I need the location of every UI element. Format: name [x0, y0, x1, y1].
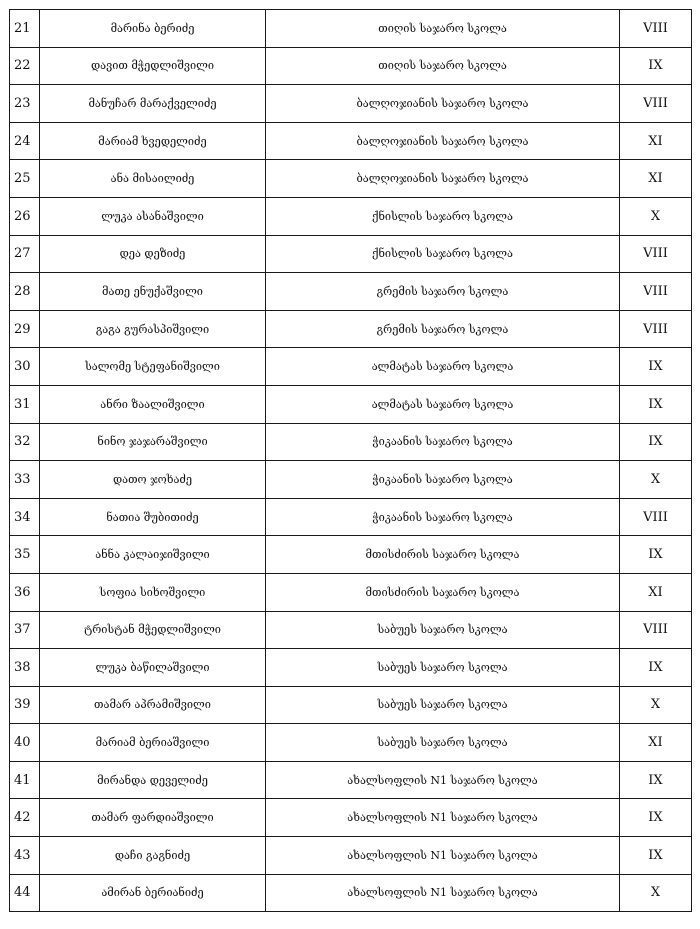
school-name-cell: საბუეს საჯარო სკოლა: [266, 611, 620, 649]
grade-cell: XI: [620, 573, 692, 611]
row-number-cell: 34: [10, 498, 40, 536]
school-name-cell: ბალღოჯიანის საჯარო სკოლა: [266, 160, 620, 198]
table-row: [10, 761, 692, 799]
row-number-cell: 44: [10, 874, 40, 912]
school-name-cell: ბალღოჯიანის საჯარო სკოლა: [266, 122, 620, 160]
grade-cell: VIII: [620, 235, 692, 273]
school-name-cell: ახალსოფლის N1 საჯარო სკოლა: [266, 837, 620, 875]
row-number-cell: 21: [10, 10, 40, 48]
grade-cell: XI: [620, 724, 692, 762]
table-row: [10, 385, 692, 423]
table-row: [10, 837, 692, 875]
row-number-cell: 28: [10, 273, 40, 311]
student-name-cell: თამარ ფარდიაშვილი: [40, 799, 266, 837]
table-row: [10, 611, 692, 649]
row-number-cell: 27: [10, 235, 40, 273]
grade-cell: XI: [620, 122, 692, 160]
school-name-cell: ახალსოფლის N1 საჯარო სკოლა: [266, 761, 620, 799]
school-name-cell: ალმატას საჯარო სკოლა: [266, 348, 620, 386]
school-name-cell: ახალსოფლის N1 საჯარო სკოლა: [266, 799, 620, 837]
school-name-cell: საბუეს საჯარო სკოლა: [266, 686, 620, 724]
student-name-cell: ლუკა ასანაშვილი: [40, 197, 266, 235]
student-name-cell: დაჩი გაგნიძე: [40, 837, 266, 875]
school-name-cell: თიღის საჯარო სკოლა: [266, 47, 620, 85]
row-number-cell: 38: [10, 649, 40, 687]
student-name-cell: დეა დეზიძე: [40, 235, 266, 273]
grade-cell: IX: [620, 761, 692, 799]
row-number-cell: 39: [10, 686, 40, 724]
grade-cell: X: [620, 197, 692, 235]
student-name-cell: ანა მისაილიძე: [40, 160, 266, 198]
school-name-cell: ჭიკაანის საჯარო სკოლა: [266, 498, 620, 536]
student-name-cell: მარინა ბერიძე: [40, 10, 266, 48]
table-row: [10, 122, 692, 160]
grade-cell: XI: [620, 160, 692, 198]
row-number-cell: 35: [10, 536, 40, 574]
student-name-cell: სოფია სიხოშვილი: [40, 573, 266, 611]
student-name-cell: ამირან ბერიანიძე: [40, 874, 266, 912]
row-number-cell: 42: [10, 799, 40, 837]
school-name-cell: ახალსოფლის N1 საჯარო სკოლა: [266, 874, 620, 912]
grade-cell: X: [620, 874, 692, 912]
student-name-cell: მარიამ ბერიაშვილი: [40, 724, 266, 762]
school-name-cell: ჭიკაანის საჯარო სკოლა: [266, 461, 620, 499]
student-name-cell: ტრისტან მჭედლიშვილი: [40, 611, 266, 649]
grade-cell: IX: [620, 649, 692, 687]
table-row: [10, 273, 692, 311]
school-name-cell: მთისძირის საჯარო სკოლა: [266, 536, 620, 574]
row-number-cell: 32: [10, 423, 40, 461]
student-name-cell: ნათია შუბითიძე: [40, 498, 266, 536]
row-number-cell: 29: [10, 310, 40, 348]
grade-cell: VIII: [620, 10, 692, 48]
row-number-cell: 43: [10, 837, 40, 875]
student-name-cell: თამარ აპრამიშვილი: [40, 686, 266, 724]
grade-cell: VIII: [620, 85, 692, 123]
table-row: [10, 724, 692, 762]
row-number-cell: 24: [10, 122, 40, 160]
school-name-cell: ბალღოჯიანის საჯარო სკოლა: [266, 85, 620, 123]
participants-table: [9, 9, 692, 912]
grade-cell: IX: [620, 799, 692, 837]
student-name-cell: ანრი ზაალიშვილი: [40, 385, 266, 423]
row-number-cell: 26: [10, 197, 40, 235]
table-row: [10, 160, 692, 198]
student-name-cell: სალომე სტეფანიშვილი: [40, 348, 266, 386]
school-name-cell: მთისძირის საჯარო სკოლა: [266, 573, 620, 611]
student-name-cell: მირანდა დეველიძე: [40, 761, 266, 799]
table-row: [10, 197, 692, 235]
grade-cell: X: [620, 686, 692, 724]
grade-cell: IX: [620, 385, 692, 423]
table-row: [10, 649, 692, 687]
school-name-cell: საბუეს საჯარო სკოლა: [266, 649, 620, 687]
grade-cell: IX: [620, 47, 692, 85]
row-number-cell: 22: [10, 47, 40, 85]
grade-cell: VIII: [620, 611, 692, 649]
row-number-cell: 36: [10, 573, 40, 611]
grade-cell: IX: [620, 348, 692, 386]
table-row: [10, 536, 692, 574]
row-number-cell: 41: [10, 761, 40, 799]
grade-cell: VIII: [620, 498, 692, 536]
grade-cell: VIII: [620, 273, 692, 311]
grade-cell: IX: [620, 423, 692, 461]
row-number-cell: 25: [10, 160, 40, 198]
table-row: [10, 348, 692, 386]
student-name-cell: ანნა კალაიჯიშვილი: [40, 536, 266, 574]
row-number-cell: 40: [10, 724, 40, 762]
grade-cell: IX: [620, 837, 692, 875]
school-name-cell: გრემის საჯარო სკოლა: [266, 273, 620, 311]
table-row: [10, 47, 692, 85]
student-name-cell: გაგა გურასპიშვილი: [40, 310, 266, 348]
row-number-cell: 23: [10, 85, 40, 123]
table-row: [10, 423, 692, 461]
table-row: [10, 573, 692, 611]
row-number-cell: 30: [10, 348, 40, 386]
table-row: [10, 10, 692, 48]
table-row: [10, 686, 692, 724]
row-number-cell: 33: [10, 461, 40, 499]
table-row: [10, 498, 692, 536]
school-name-cell: საბუეს საჯარო სკოლა: [266, 724, 620, 762]
student-name-cell: ნინო ჯაჯარაშვილი: [40, 423, 266, 461]
row-number-cell: 37: [10, 611, 40, 649]
school-name-cell: ქნისლის საჯარო სკოლა: [266, 235, 620, 273]
school-name-cell: ჭიკაანის საჯარო სკოლა: [266, 423, 620, 461]
school-name-cell: გრემის საჯარო სკოლა: [266, 310, 620, 348]
school-name-cell: ქნისლის საჯარო სკოლა: [266, 197, 620, 235]
student-name-cell: მანუჩარ მარაქველიძე: [40, 85, 266, 123]
table-row: [10, 799, 692, 837]
school-name-cell: ალმატას საჯარო სკოლა: [266, 385, 620, 423]
grade-cell: X: [620, 461, 692, 499]
student-name-cell: მარიამ ხვედელიძე: [40, 122, 266, 160]
grade-cell: VIII: [620, 310, 692, 348]
table-row: [10, 874, 692, 912]
table-row: [10, 310, 692, 348]
table-row: [10, 461, 692, 499]
table-row: [10, 85, 692, 123]
table-row: [10, 235, 692, 273]
student-name-cell: დათო ჯოხაძე: [40, 461, 266, 499]
participants-table-body: [10, 10, 692, 912]
student-name-cell: მათე ენუქაშვილი: [40, 273, 266, 311]
student-name-cell: ლუკა ბაწილაშვილი: [40, 649, 266, 687]
grade-cell: IX: [620, 536, 692, 574]
school-name-cell: თიღის საჯარო სკოლა: [266, 10, 620, 48]
row-number-cell: 31: [10, 385, 40, 423]
student-name-cell: დავით მჭედლიშვილი: [40, 47, 266, 85]
